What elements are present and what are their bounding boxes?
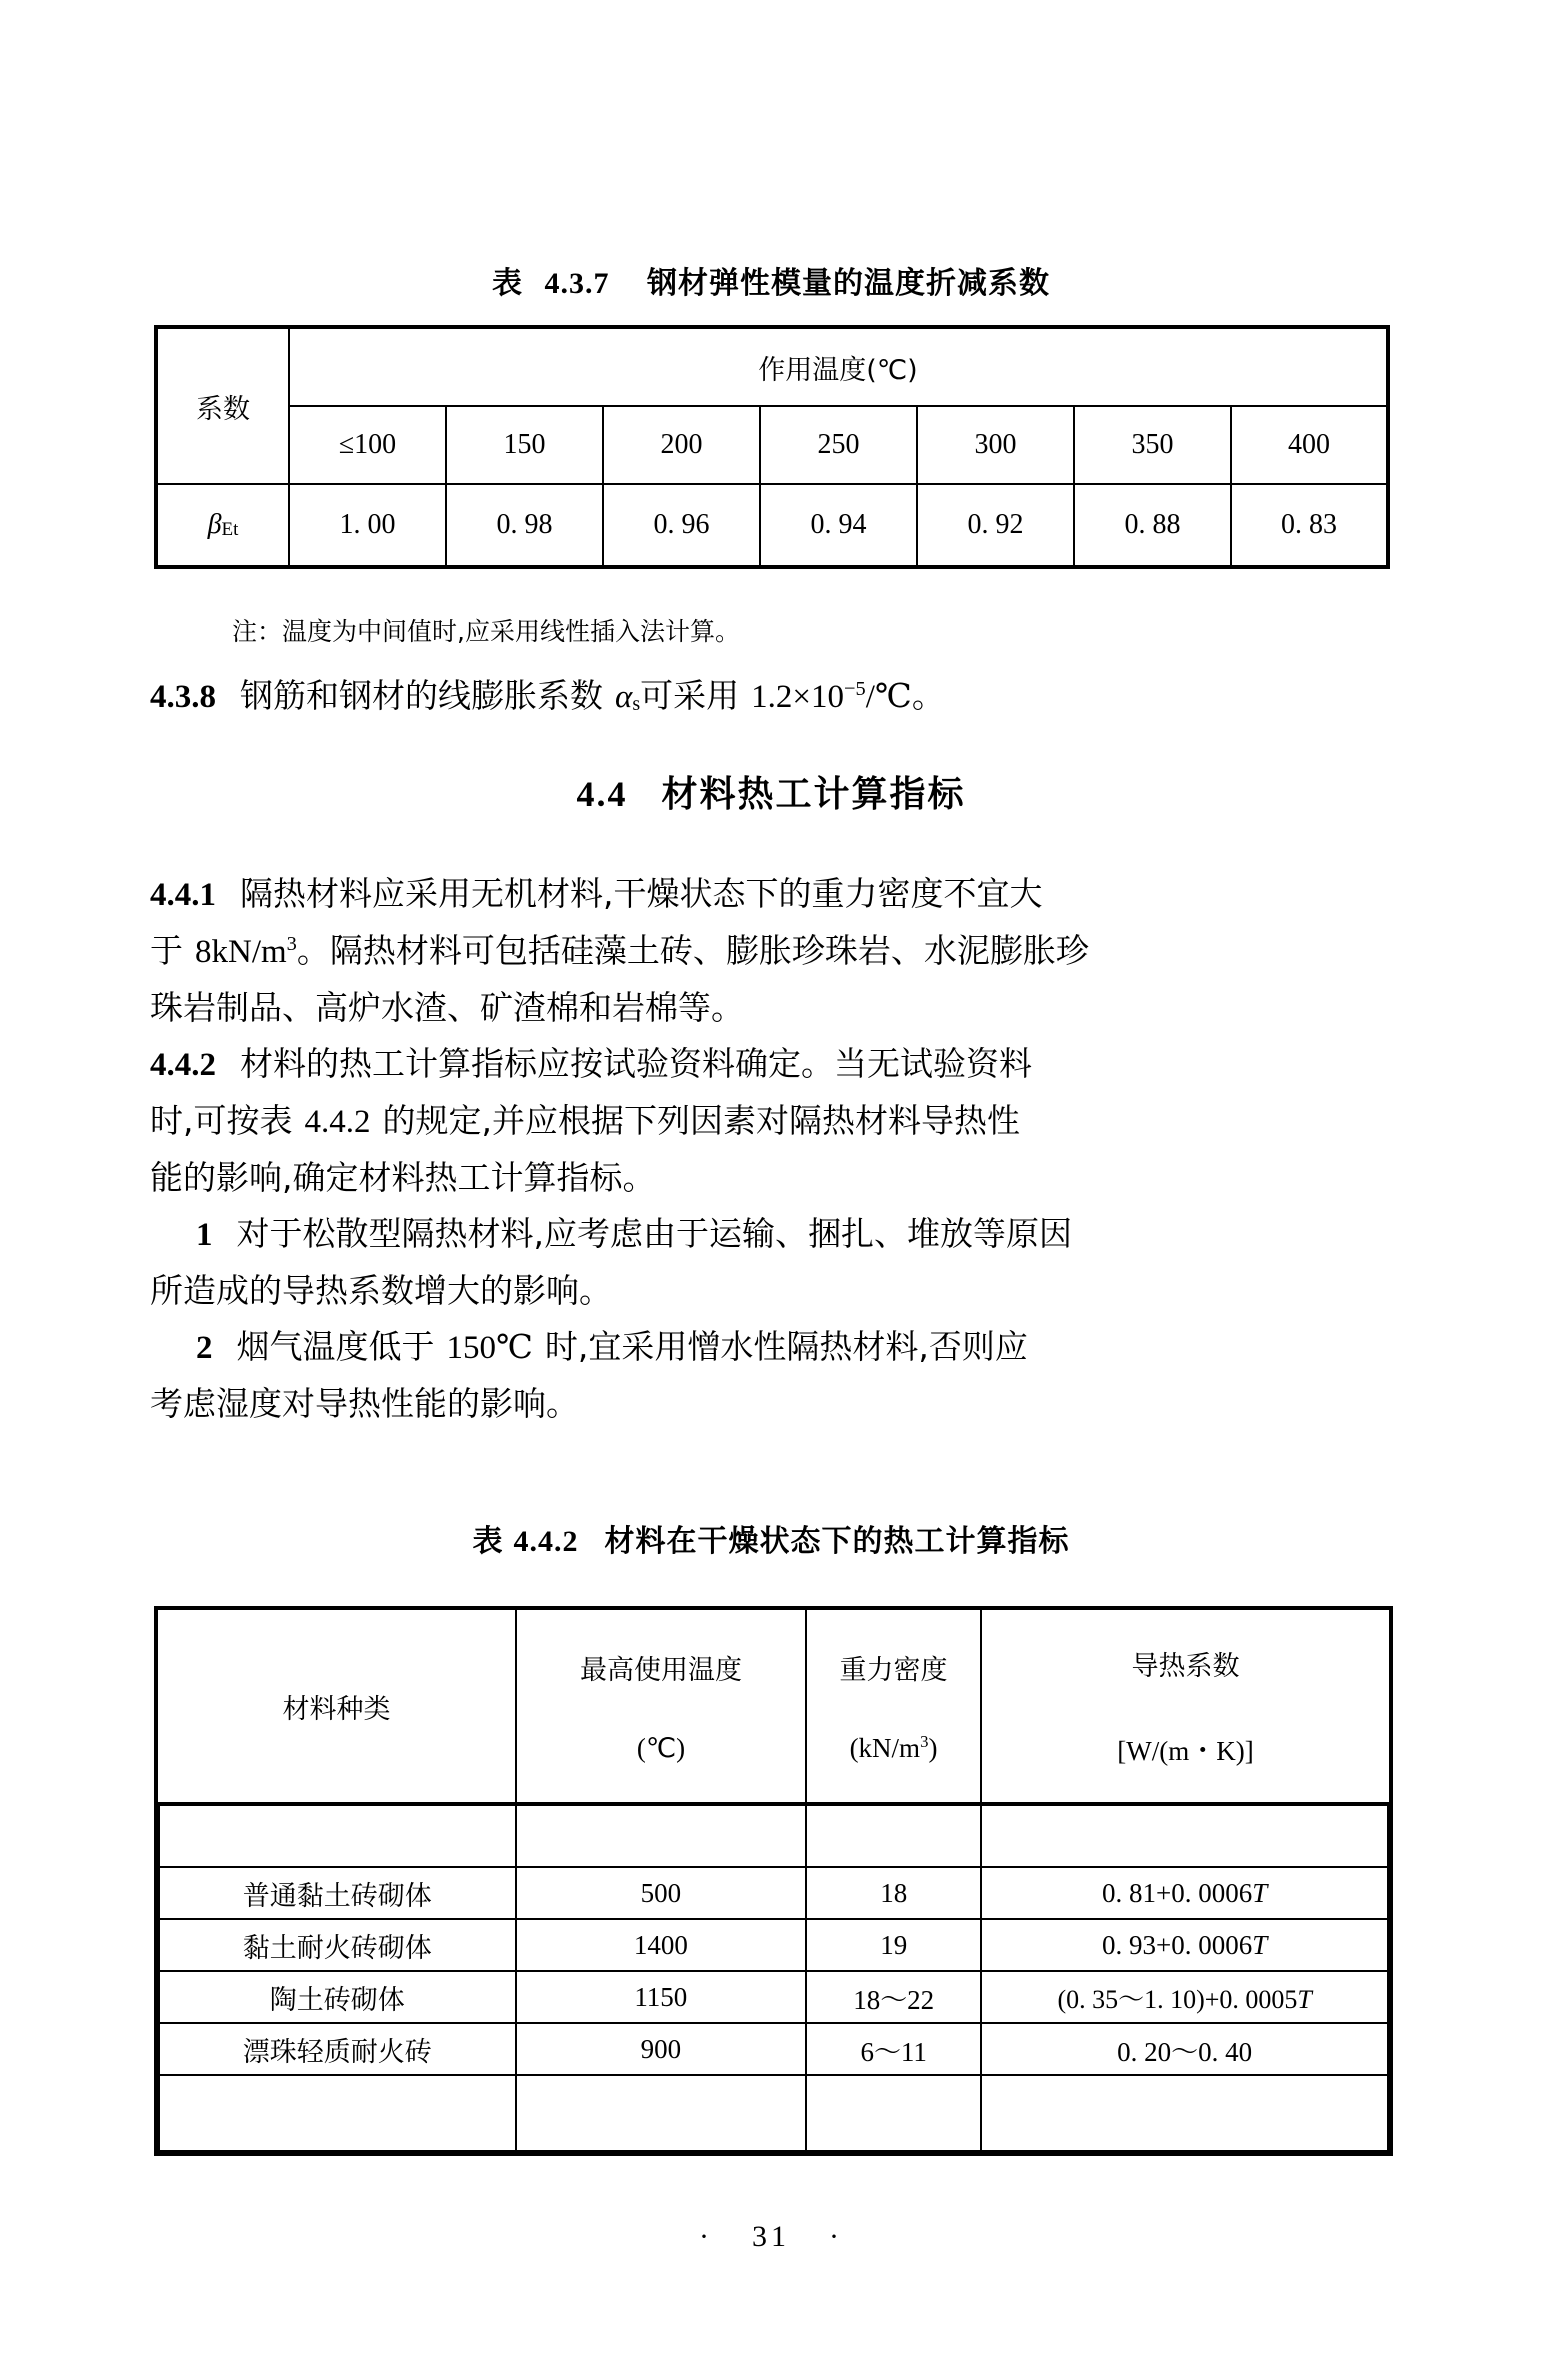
clause-4-4-1-density-value: 8kN/m — [195, 934, 287, 970]
table-row — [159, 2023, 1388, 2075]
header-density-line-2 — [808, 1733, 979, 1764]
table-4-4-2-header-max-temp — [516, 1608, 806, 1803]
clause-4-4-1 — [150, 866, 1406, 1036]
clause-4-4-2-table-ref: 4.4.2 — [304, 1104, 371, 1140]
table-4-4-2-header-material — [156, 1608, 516, 1803]
page-number: 31 — [752, 2220, 790, 2253]
table-4-4-2-conductivity-1 — [981, 1919, 1388, 1971]
table-4-3-7-row-header: 系数 — [156, 327, 289, 484]
clause-4-4-1-line-2-pre: 于 — [150, 931, 183, 970]
list-item-2-line-1-post: 时,宜采用憎水性隔热材料,否则应 — [544, 1327, 1028, 1366]
table-4-3-7-value-2: 0. 96 — [603, 484, 760, 567]
header-max-temp-line-2: (℃) — [636, 1733, 686, 1763]
table-row — [156, 484, 1388, 567]
header-density-unit-base: (kN/m — [849, 1733, 921, 1763]
table-4-4-2-header-density — [806, 1608, 981, 1803]
table-4-3-7-value-1: 0. 98 — [446, 484, 603, 567]
section-4-4-heading — [0, 766, 1542, 817]
header-conductivity-line-1: 导热系数 — [1131, 1651, 1240, 1682]
clause-4-3-8-number: 4.3.8 — [150, 679, 216, 715]
table-row — [156, 406, 1388, 484]
conductivity-3-expression: 0. 20～0. 40 — [1117, 2036, 1253, 2067]
section-4-4-title: 材料热工计算指标 — [661, 774, 966, 815]
table-4-4-2-density-0: 18 — [806, 1867, 981, 1919]
table-4-4-2-caption — [0, 1516, 1542, 1560]
section-4-4-number: 4.4 — [576, 774, 628, 814]
header-material-line-1: 材料种类 — [282, 1693, 391, 1725]
table-4-4-2-material-1: 黏土耐火砖砌体 — [159, 1919, 516, 1971]
clause-4-4-1-line-1: 隔热材料应采用无机材料,干燥状态下的重力密度不宜大 — [240, 874, 1043, 913]
list-item-2 — [150, 1319, 1406, 1432]
list-item-2-line-1-pre: 烟气温度低于 — [236, 1327, 435, 1366]
table-spacer-row — [159, 2075, 1388, 2151]
conductivity-0-expression: 0. 81+0. 0006 — [1102, 1877, 1253, 1908]
table-4-4-2 — [154, 1606, 1393, 2156]
clause-4-3-8 — [150, 668, 1400, 732]
conductivity-1-variable: T — [1252, 1929, 1268, 1960]
header-density-line-1: 重力密度 — [839, 1655, 948, 1686]
header-density-unit-tail: ) — [928, 1733, 938, 1763]
table-4-4-2-density-2: 18～22 — [806, 1971, 981, 2023]
table-4-3-7-temp-4: 300 — [917, 406, 1074, 484]
table-4-4-2-caption-label: 表 — [472, 1525, 504, 1558]
table-row — [159, 1867, 1388, 1919]
list-item-1-line-2: 所造成的导热系数增大的影响。 — [150, 1271, 612, 1310]
table-4-4-2-container — [154, 1606, 1393, 2156]
clause-4-4-1-density-exponent: 3 — [286, 933, 297, 955]
table-4-3-7-container — [154, 325, 1390, 569]
table-4-3-7-temp-1: 150 — [446, 406, 603, 484]
conductivity-0-variable: T — [1252, 1877, 1268, 1908]
table-4-4-2-max-temp-0: 500 — [516, 1867, 806, 1919]
table-4-4-2-caption-text: 材料在干燥状态下的热工计算指标 — [604, 1524, 1070, 1559]
table-row — [156, 1608, 1391, 1803]
clause-4-4-2-number: 4.4.2 — [150, 1047, 216, 1083]
clause-4-3-8-text-1: 钢筋和钢材的线膨胀系数 — [240, 676, 603, 715]
table-4-4-2-max-temp-3: 900 — [516, 2023, 806, 2075]
clause-4-4-2-line-3: 能的影响,确定材料热工计算指标。 — [150, 1158, 656, 1197]
table-row — [156, 327, 1388, 406]
table-4-3-7-temp-2: 200 — [603, 406, 760, 484]
table-4-3-7-coefficient-symbol — [156, 484, 289, 567]
table-4-3-7-value-4: 0. 92 — [917, 484, 1074, 567]
table-4-4-2-material-0: 普通黏土砖砌体 — [159, 1867, 516, 1919]
clause-4-4-1-line-3: 珠岩制品、高炉水渣、矿渣棉和岩棉等。 — [150, 988, 744, 1027]
table-4-3-7 — [154, 325, 1390, 569]
conductivity-2-variable: T — [1297, 1984, 1312, 2014]
list-item-2-temperature: 150℃ — [446, 1330, 533, 1366]
list-item-1-line-1: 对于松散型隔热材料,应考虑由于运输、捆扎、堆放等原因 — [236, 1214, 1072, 1253]
clause-4-4-2-line-2-pre: 时,可按表 — [150, 1101, 293, 1140]
table-4-4-2-density-1: 19 — [806, 1919, 981, 1971]
table-4-4-2-conductivity-0 — [981, 1867, 1388, 1919]
alpha-subscript: s — [632, 693, 641, 715]
table-4-3-7-note: 注：温度为中间值时,应采用线性插入法计算。 — [232, 617, 740, 646]
table-4-3-7-temp-6: 400 — [1231, 406, 1388, 484]
header-density-unit-exponent: 3 — [920, 1732, 929, 1751]
table-4-3-7-temp-0: ≤100 — [289, 406, 446, 484]
table-4-3-7-caption-label: 表 — [492, 267, 524, 300]
table-row — [159, 1919, 1388, 1971]
clause-4-4-1-number: 4.4.1 — [150, 877, 216, 913]
table-4-3-7-value-0: 1. 00 — [289, 484, 446, 567]
footer-right-dot: · — [829, 2220, 843, 2253]
clause-4-3-8-unit: /℃ — [865, 679, 912, 715]
clause-4-4-1-line-2-post: 。隔热材料可包括硅藻土砖、膨胀珍珠岩、水泥膨胀珍 — [296, 931, 1089, 970]
clause-4-3-8-value: 1.2×10 — [751, 679, 844, 715]
table-4-3-7-group-header: 作用温度(℃) — [289, 327, 1388, 406]
clause-4-4-2-line-2-post: 的规定,并应根据下列因素对隔热材料导热性 — [382, 1101, 1020, 1140]
list-item-2-line-2: 考虑湿度对导热性能的影响。 — [150, 1384, 579, 1423]
table-4-3-7-caption-number: 4.3.7 — [544, 267, 610, 300]
table-4-4-2-header-conductivity — [981, 1608, 1391, 1803]
list-item-1 — [150, 1206, 1406, 1319]
table-spacer-row — [159, 1805, 1388, 1867]
table-4-3-7-caption-text: 钢材弹性模量的温度折减系数 — [646, 266, 1050, 301]
page-footer — [0, 2220, 1542, 2254]
table-4-3-7-caption — [0, 258, 1542, 302]
list-item-1-number: 1 — [196, 1217, 213, 1253]
beta-symbol: β — [207, 509, 222, 540]
conductivity-1-expression: 0. 93+0. 0006 — [1102, 1929, 1253, 1960]
table-4-4-2-max-temp-2: 1150 — [516, 1971, 806, 2023]
header-max-temp-line-1: 最高使用温度 — [580, 1655, 742, 1686]
conductivity-2-expression: (0. 35～1. 10)+0. 0005 — [1057, 1984, 1298, 2014]
table-4-4-2-conductivity-2 — [981, 1971, 1388, 2023]
footer-left-dot: · — [699, 2220, 713, 2253]
table-4-3-7-value-3: 0. 94 — [760, 484, 917, 567]
table-4-3-7-temp-3: 250 — [760, 406, 917, 484]
section-4-4-body — [150, 866, 1406, 1432]
clause-4-4-2 — [150, 1036, 1406, 1206]
table-4-4-2-max-temp-1: 1400 — [516, 1919, 806, 1971]
beta-subscript: Et — [221, 519, 239, 540]
table-4-4-2-caption-number: 4.4.2 — [513, 1525, 579, 1558]
header-conductivity-line-2: [W/(m・K)] — [1117, 1736, 1254, 1766]
table-4-4-2-body-wrapper — [156, 1803, 1391, 2154]
table-4-4-2-density-3: 6～11 — [806, 2023, 981, 2075]
alpha-symbol: α — [615, 679, 633, 715]
table-4-4-2-material-2: 陶土砖砌体 — [159, 1971, 516, 2023]
table-row — [159, 1971, 1388, 2023]
clause-4-3-8-text-2: 可采用 — [640, 676, 740, 715]
clause-4-3-8-exponent: −5 — [844, 678, 866, 700]
table-4-3-7-value-5: 0. 88 — [1074, 484, 1231, 567]
clause-4-3-8-period: 。 — [911, 676, 945, 715]
table-row — [156, 1803, 1391, 2154]
table-4-4-2-material-3: 漂珠轻质耐火砖 — [159, 2023, 516, 2075]
list-item-2-number: 2 — [196, 1330, 213, 1366]
table-4-4-2-conductivity-3 — [981, 2023, 1388, 2075]
table-4-3-7-value-6: 0. 83 — [1231, 484, 1388, 567]
table-4-3-7-temp-5: 350 — [1074, 406, 1231, 484]
clause-4-4-2-line-1: 材料的热工计算指标应按试验资料确定。当无试验资料 — [240, 1044, 1032, 1083]
